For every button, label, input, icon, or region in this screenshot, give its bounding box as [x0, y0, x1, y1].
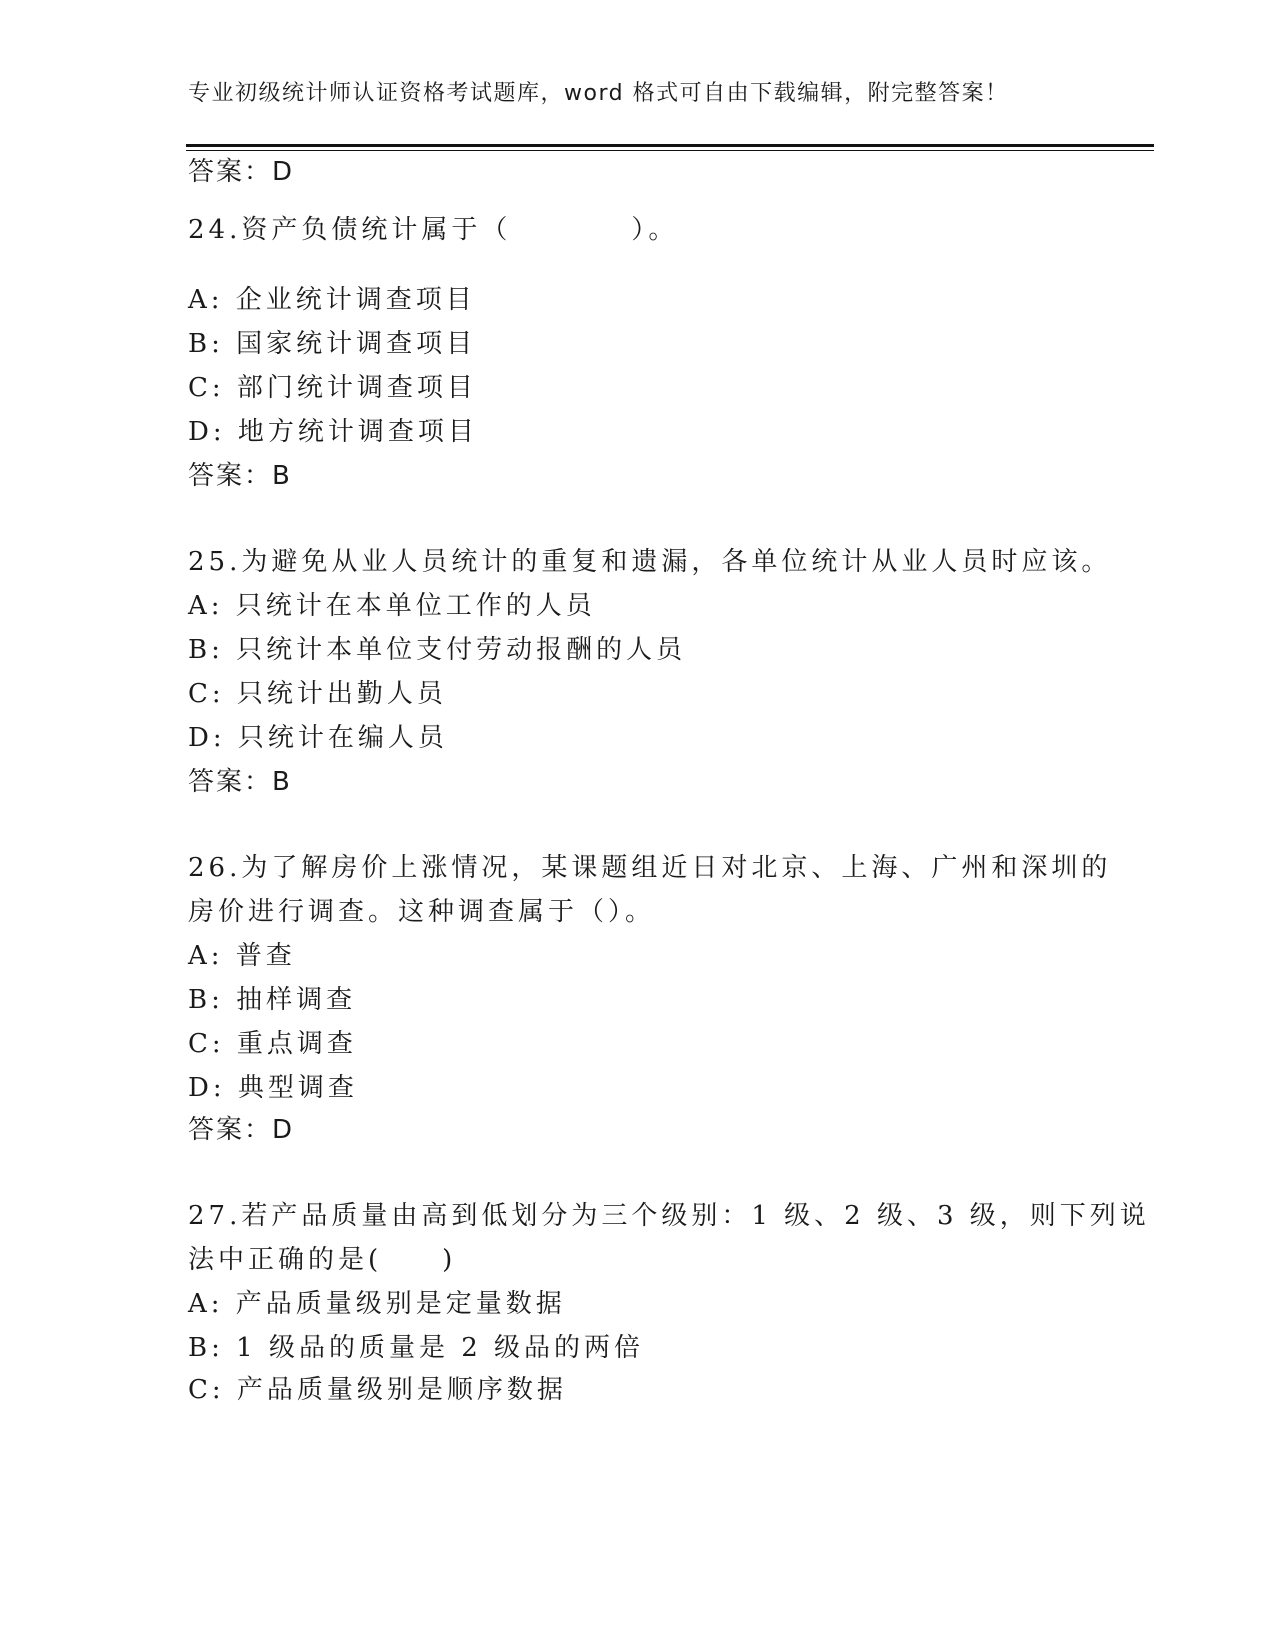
- page-header: 专业初级统计师认证资格考试题库，word 格式可自由下载编辑，附完整答案！: [188, 81, 1009, 106]
- option-a: A: 产品质量级别是定量数据: [188, 1289, 566, 1319]
- answer-line: 答案：B: [188, 461, 292, 491]
- answer-line: 答案：B: [188, 767, 292, 797]
- option-b: B: 只统计本单位支付劳动报酬的人员: [188, 635, 687, 665]
- question-26-cont: 房价进行调查。这种调查属于（）。: [188, 897, 656, 927]
- option-b: B: 1 级品的质量是 2 级品的两倍: [188, 1333, 645, 1363]
- answer-line: 答案：D: [188, 1115, 295, 1145]
- option-c: C: 只统计出勤人员: [188, 679, 447, 709]
- option-c: C: 产品质量级别是顺序数据: [188, 1375, 567, 1405]
- option-b: B: 抽样调查: [188, 985, 357, 1015]
- option-a: A: 普查: [188, 941, 296, 971]
- option-c: C: 重点调查: [188, 1029, 357, 1059]
- answer-line: 答案：D: [188, 157, 295, 187]
- option-b: B: 国家统计调查项目: [188, 329, 477, 359]
- header-rule-thick: [186, 144, 1154, 147]
- option-a: A: 企业统计调查项目: [188, 285, 476, 315]
- option-a: A: 只统计在本单位工作的人员: [188, 591, 596, 621]
- question-25: 25.为避免从业人员统计的重复和遗漏，各单位统计从业人员时应该。: [188, 547, 1112, 577]
- header-rule-thin: [186, 150, 1154, 151]
- option-d: D: 典型调查: [188, 1073, 358, 1103]
- question-26: 26.为了解房价上涨情况，某课题组近日对北京、上海、广州和深圳的: [188, 853, 1112, 883]
- question-27-cont: 法中正确的是( ): [188, 1245, 457, 1275]
- question-24: 24.资产负债统计属于（ ）。: [188, 215, 679, 245]
- option-c: C: 部门统计调查项目: [188, 373, 477, 403]
- option-d: D: 地方统计调查项目: [188, 417, 478, 447]
- option-d: D: 只统计在编人员: [188, 723, 448, 753]
- question-27: 27.若产品质量由高到低划分为三个级别：1 级、2 级、3 级，则下列说: [188, 1201, 1150, 1231]
